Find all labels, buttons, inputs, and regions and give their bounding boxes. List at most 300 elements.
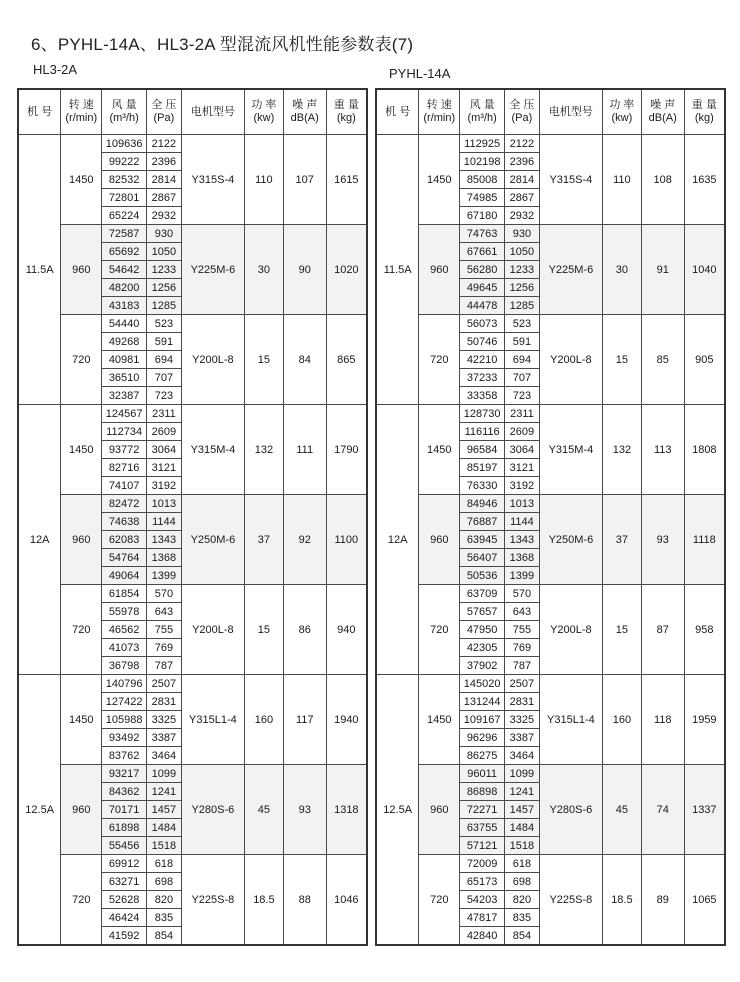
power-cell: 132: [245, 405, 284, 495]
speed-cell: 960: [61, 765, 102, 855]
weight-cell: 1940: [326, 675, 367, 765]
flow-cell: 57121: [460, 837, 505, 855]
pressure-cell: 723: [505, 387, 540, 405]
flow-cell: 54203: [460, 891, 505, 909]
flow-cell: 127422: [102, 693, 147, 711]
pressure-cell: 591: [505, 333, 540, 351]
flow-cell: 54764: [102, 549, 147, 567]
motor-cell: Y315M-4: [181, 405, 244, 495]
power-cell: 110: [245, 135, 284, 225]
power-cell: 160: [603, 675, 642, 765]
pressure-cell: 755: [505, 621, 540, 639]
noise-cell: 93: [641, 495, 684, 585]
noise-cell: 108: [641, 135, 684, 225]
pressure-cell: 2867: [147, 189, 182, 207]
speed-cell: 960: [61, 225, 102, 315]
table-row: [376, 225, 725, 243]
flow-cell: 86275: [460, 747, 505, 765]
flow-cell: 50536: [460, 567, 505, 585]
motor-cell: Y200L-8: [181, 585, 244, 675]
pressure-cell: 820: [505, 891, 540, 909]
speed-cell: 960: [61, 495, 102, 585]
pressure-cell: 1013: [505, 495, 540, 513]
flow-cell: 57657: [460, 603, 505, 621]
header-pressure: [147, 89, 182, 135]
weight-cell: 1100: [326, 495, 367, 585]
motor-cell: Y315L1-4: [539, 675, 602, 765]
pressure-cell: 1484: [505, 819, 540, 837]
flow-cell: 63945: [460, 531, 505, 549]
pressure-cell: 707: [147, 369, 182, 387]
pressure-cell: 694: [147, 351, 182, 369]
pressure-cell: 2396: [147, 153, 182, 171]
header-flow: [102, 89, 147, 135]
header-flow-line: 风 量: [469, 99, 495, 111]
flow-cell: 46562: [102, 621, 147, 639]
flow-cell: 74638: [102, 513, 147, 531]
power-cell: 15: [603, 315, 642, 405]
pressure-cell: 854: [147, 927, 182, 946]
model-cell: 12.5A: [376, 675, 419, 946]
flow-cell: 41073: [102, 639, 147, 657]
pressure-cell: 523: [505, 315, 540, 333]
pressure-cell: 2122: [505, 135, 540, 153]
header-noise-line: 噪 声: [292, 99, 318, 111]
power-cell: 45: [603, 765, 642, 855]
flow-cell: 63709: [460, 585, 505, 603]
pressure-cell: 1399: [147, 567, 182, 585]
power-cell: 18.5: [603, 855, 642, 946]
pressure-cell: 3192: [505, 477, 540, 495]
flow-cell: 61854: [102, 585, 147, 603]
model-cell: 12A: [18, 405, 61, 675]
flow-cell: 37902: [460, 657, 505, 675]
flow-cell: 36510: [102, 369, 147, 387]
header-model-line: 机 号: [385, 105, 411, 118]
pressure-cell: 787: [147, 657, 182, 675]
table-row: [376, 675, 725, 693]
pressure-cell: 3192: [147, 477, 182, 495]
speed-cell: 720: [419, 315, 460, 405]
pressure-cell: 3325: [505, 711, 540, 729]
weight-cell: 1337: [684, 765, 725, 855]
flow-cell: 56073: [460, 315, 505, 333]
pressure-cell: 1457: [505, 801, 540, 819]
header-speed: [419, 89, 460, 135]
power-cell: 15: [603, 585, 642, 675]
pressure-cell: 570: [147, 585, 182, 603]
flow-cell: 65173: [460, 873, 505, 891]
flow-cell: 47817: [460, 909, 505, 927]
pressure-cell: 643: [505, 603, 540, 621]
flow-cell: 86898: [460, 783, 505, 801]
motor-cell: Y200L-8: [539, 315, 602, 405]
model-cell: 12.5A: [18, 675, 61, 946]
flow-cell: 72587: [102, 225, 147, 243]
header-weight-line: 重 量: [333, 99, 359, 111]
table-row: [18, 855, 367, 873]
flow-cell: 96011: [460, 765, 505, 783]
flow-cell: 43183: [102, 297, 147, 315]
hl3-2a-table: [17, 88, 368, 946]
flow-cell: 109636: [102, 135, 147, 153]
header-motor: [181, 89, 244, 135]
noise-cell: 111: [283, 405, 326, 495]
speed-cell: 720: [61, 315, 102, 405]
table-row: [376, 135, 725, 153]
flow-cell: 85197: [460, 459, 505, 477]
flow-cell: 82716: [102, 459, 147, 477]
pressure-cell: 1256: [147, 279, 182, 297]
weight-cell: 1065: [684, 855, 725, 946]
flow-cell: 74985: [460, 189, 505, 207]
pressure-cell: 2814: [505, 171, 540, 189]
header-flow-line: (m³/h): [467, 112, 497, 124]
flow-cell: 36798: [102, 657, 147, 675]
motor-cell: Y280S-6: [539, 765, 602, 855]
flow-cell: 41592: [102, 927, 147, 946]
pressure-cell: 1368: [505, 549, 540, 567]
pressure-cell: 2396: [505, 153, 540, 171]
pressure-cell: 1518: [147, 837, 182, 855]
pressure-cell: 755: [147, 621, 182, 639]
pressure-cell: 2932: [505, 207, 540, 225]
header-noise: [283, 89, 326, 135]
flow-cell: 124567: [102, 405, 147, 423]
header-power-line: (kw): [611, 112, 633, 124]
pressure-cell: 820: [147, 891, 182, 909]
right-table-label: PYHL-14A: [389, 66, 451, 81]
flow-cell: 46424: [102, 909, 147, 927]
weight-cell: 1615: [326, 135, 367, 225]
pressure-cell: 2831: [147, 693, 182, 711]
table-row: [18, 225, 367, 243]
flow-cell: 44478: [460, 297, 505, 315]
table-row: [18, 585, 367, 603]
flow-cell: 82532: [102, 171, 147, 189]
pressure-cell: 1144: [505, 513, 540, 531]
pressure-cell: 1241: [505, 783, 540, 801]
speed-cell: 720: [419, 585, 460, 675]
pressure-cell: 643: [147, 603, 182, 621]
flow-cell: 49645: [460, 279, 505, 297]
weight-cell: 1790: [326, 405, 367, 495]
table-row: [376, 405, 725, 423]
pressure-cell: 1256: [505, 279, 540, 297]
header-pressure-line: (Pa): [511, 112, 533, 124]
table-row: [376, 585, 725, 603]
flow-cell: 33358: [460, 387, 505, 405]
weight-cell: 1046: [326, 855, 367, 946]
pressure-cell: 1050: [505, 243, 540, 261]
pressure-cell: 3387: [505, 729, 540, 747]
pressure-cell: 3121: [147, 459, 182, 477]
flow-cell: 93217: [102, 765, 147, 783]
pressure-cell: 3464: [505, 747, 540, 765]
header-motor-line: 电机型号: [190, 105, 235, 118]
flow-cell: 54440: [102, 315, 147, 333]
flow-cell: 47950: [460, 621, 505, 639]
weight-cell: 1118: [684, 495, 725, 585]
flow-cell: 74107: [102, 477, 147, 495]
header-motor: [539, 89, 602, 135]
flow-cell: 48200: [102, 279, 147, 297]
flow-cell: 61898: [102, 819, 147, 837]
flow-cell: 69912: [102, 855, 147, 873]
speed-cell: 960: [419, 765, 460, 855]
speed-cell: 1450: [61, 405, 102, 495]
motor-cell: Y225M-6: [181, 225, 244, 315]
motor-cell: Y200L-8: [181, 315, 244, 405]
speed-cell: 1450: [419, 135, 460, 225]
pressure-cell: 570: [505, 585, 540, 603]
noise-cell: 89: [641, 855, 684, 946]
pressure-cell: 3325: [147, 711, 182, 729]
header-flow-line: (m³/h): [109, 112, 139, 124]
left-table-label: HL3-2A: [33, 62, 78, 77]
flow-cell: 49064: [102, 567, 147, 585]
motor-cell: Y280S-6: [181, 765, 244, 855]
flow-cell: 96296: [460, 729, 505, 747]
speed-cell: 960: [419, 495, 460, 585]
pressure-cell: 2311: [147, 405, 182, 423]
motor-cell: Y315L1-4: [181, 675, 244, 765]
pressure-cell: 2507: [147, 675, 182, 693]
header-pressure: [505, 89, 540, 135]
header-noise-line: dB(A): [290, 112, 319, 124]
pressure-cell: 3064: [147, 441, 182, 459]
header-weight-line: (kg): [694, 112, 714, 124]
noise-cell: 84: [283, 315, 326, 405]
flow-cell: 67661: [460, 243, 505, 261]
power-cell: 15: [245, 315, 284, 405]
flow-cell: 56407: [460, 549, 505, 567]
pressure-cell: 698: [505, 873, 540, 891]
flow-cell: 105988: [102, 711, 147, 729]
flow-cell: 76887: [460, 513, 505, 531]
speed-cell: 1450: [61, 675, 102, 765]
power-cell: 37: [603, 495, 642, 585]
pressure-cell: 707: [505, 369, 540, 387]
flow-cell: 65224: [102, 207, 147, 225]
noise-cell: 87: [641, 585, 684, 675]
noise-cell: 90: [283, 225, 326, 315]
flow-cell: 112925: [460, 135, 505, 153]
header-row: [376, 89, 725, 135]
flow-cell: 54642: [102, 261, 147, 279]
pressure-cell: 769: [505, 639, 540, 657]
flow-cell: 82472: [102, 495, 147, 513]
noise-cell: 91: [641, 225, 684, 315]
flow-cell: 84362: [102, 783, 147, 801]
header-noise-line: 噪 声: [650, 99, 676, 111]
pressure-cell: 1518: [505, 837, 540, 855]
flow-cell: 109167: [460, 711, 505, 729]
motor-cell: Y315M-4: [539, 405, 602, 495]
weight-cell: 940: [326, 585, 367, 675]
noise-cell: 92: [283, 495, 326, 585]
flow-cell: 42840: [460, 927, 505, 946]
pressure-cell: 2609: [147, 423, 182, 441]
header-noise-line: dB(A): [648, 112, 677, 124]
pressure-cell: 618: [147, 855, 182, 873]
header-power-line: 功 率: [251, 99, 277, 111]
header-power-line: (kw): [253, 112, 275, 124]
header-row: [18, 89, 367, 135]
header-model-line: 机 号: [27, 105, 53, 118]
speed-cell: 1450: [419, 675, 460, 765]
pressure-cell: 618: [505, 855, 540, 873]
pressure-cell: 1233: [505, 261, 540, 279]
pressure-cell: 1099: [147, 765, 182, 783]
pressure-cell: 1285: [147, 297, 182, 315]
motor-cell: Y200L-8: [539, 585, 602, 675]
power-cell: 30: [603, 225, 642, 315]
weight-cell: 1635: [684, 135, 725, 225]
model-cell: 11.5A: [376, 135, 419, 405]
flow-cell: 74763: [460, 225, 505, 243]
pressure-cell: 854: [505, 927, 540, 946]
flow-cell: 85008: [460, 171, 505, 189]
noise-cell: 118: [641, 675, 684, 765]
table-row: [18, 135, 367, 153]
header-speed-line: (r/min): [65, 112, 98, 124]
header-speed-line: (r/min): [423, 112, 456, 124]
flow-cell: 72009: [460, 855, 505, 873]
pressure-cell: 835: [147, 909, 182, 927]
flow-cell: 56280: [460, 261, 505, 279]
header-model: [18, 89, 61, 135]
flow-cell: 93492: [102, 729, 147, 747]
table-row: [18, 675, 367, 693]
power-cell: 132: [603, 405, 642, 495]
header-flow-line: 风 量: [111, 99, 137, 111]
flow-cell: 32387: [102, 387, 147, 405]
model-cell: 11.5A: [18, 135, 61, 405]
table-row: [376, 315, 725, 333]
pressure-cell: 698: [147, 873, 182, 891]
speed-cell: 960: [419, 225, 460, 315]
pressure-cell: 1457: [147, 801, 182, 819]
pressure-cell: 787: [505, 657, 540, 675]
noise-cell: 88: [283, 855, 326, 946]
power-cell: 45: [245, 765, 284, 855]
motor-cell: Y225M-6: [539, 225, 602, 315]
speed-cell: 720: [61, 585, 102, 675]
pressure-cell: 2831: [505, 693, 540, 711]
speed-cell: 1450: [61, 135, 102, 225]
table-row: [18, 495, 367, 513]
flow-cell: 70171: [102, 801, 147, 819]
page-title: 6、PYHL-14A、HL3-2A 型混流风机性能参数表(7): [31, 35, 414, 54]
pressure-cell: 1343: [147, 531, 182, 549]
pressure-cell: 694: [505, 351, 540, 369]
motor-cell: Y315S-4: [539, 135, 602, 225]
pressure-cell: 2814: [147, 171, 182, 189]
header-speed: [61, 89, 102, 135]
noise-cell: 117: [283, 675, 326, 765]
pressure-cell: 835: [505, 909, 540, 927]
motor-cell: Y225S-8: [539, 855, 602, 946]
speed-cell: 720: [419, 855, 460, 946]
pressure-cell: 1233: [147, 261, 182, 279]
flow-cell: 112734: [102, 423, 147, 441]
pressure-cell: 769: [147, 639, 182, 657]
flow-cell: 63271: [102, 873, 147, 891]
noise-cell: 85: [641, 315, 684, 405]
weight-cell: 1959: [684, 675, 725, 765]
motor-cell: Y250M-6: [539, 495, 602, 585]
flow-cell: 131244: [460, 693, 505, 711]
pressure-cell: 1099: [505, 765, 540, 783]
header-weight: [326, 89, 367, 135]
speed-cell: 720: [61, 855, 102, 946]
flow-cell: 102198: [460, 153, 505, 171]
pressure-cell: 1144: [147, 513, 182, 531]
motor-cell: Y225S-8: [181, 855, 244, 946]
pressure-cell: 1484: [147, 819, 182, 837]
pressure-cell: 591: [147, 333, 182, 351]
pressure-cell: 2122: [147, 135, 182, 153]
flow-cell: 63755: [460, 819, 505, 837]
flow-cell: 140796: [102, 675, 147, 693]
pressure-cell: 2932: [147, 207, 182, 225]
flow-cell: 62083: [102, 531, 147, 549]
flow-cell: 42305: [460, 639, 505, 657]
weight-cell: 1808: [684, 405, 725, 495]
flow-cell: 128730: [460, 405, 505, 423]
weight-cell: 1318: [326, 765, 367, 855]
flow-cell: 96584: [460, 441, 505, 459]
flow-cell: 72801: [102, 189, 147, 207]
noise-cell: 93: [283, 765, 326, 855]
pressure-cell: 1050: [147, 243, 182, 261]
header-weight-line: 重 量: [691, 99, 717, 111]
pressure-cell: 1343: [505, 531, 540, 549]
power-cell: 15: [245, 585, 284, 675]
flow-cell: 40981: [102, 351, 147, 369]
flow-cell: 65692: [102, 243, 147, 261]
pressure-cell: 1399: [505, 567, 540, 585]
flow-cell: 67180: [460, 207, 505, 225]
table-row: [18, 405, 367, 423]
flow-cell: 84946: [460, 495, 505, 513]
header-power: [245, 89, 284, 135]
table-row: [18, 765, 367, 783]
flow-cell: 42210: [460, 351, 505, 369]
flow-cell: 83762: [102, 747, 147, 765]
pressure-cell: 1241: [147, 783, 182, 801]
weight-cell: 958: [684, 585, 725, 675]
motor-cell: Y250M-6: [181, 495, 244, 585]
pressure-cell: 523: [147, 315, 182, 333]
pyhl-14a-table: [375, 88, 726, 946]
table-row: [376, 495, 725, 513]
speed-cell: 1450: [419, 405, 460, 495]
header-pressure-line: 全 压: [509, 99, 535, 111]
pressure-cell: 930: [147, 225, 182, 243]
power-cell: 37: [245, 495, 284, 585]
pressure-cell: 2311: [505, 405, 540, 423]
flow-cell: 37233: [460, 369, 505, 387]
flow-cell: 55456: [102, 837, 147, 855]
flow-cell: 93772: [102, 441, 147, 459]
power-cell: 18.5: [245, 855, 284, 946]
power-cell: 30: [245, 225, 284, 315]
flow-cell: 49268: [102, 333, 147, 351]
header-noise: [641, 89, 684, 135]
pressure-cell: 723: [147, 387, 182, 405]
